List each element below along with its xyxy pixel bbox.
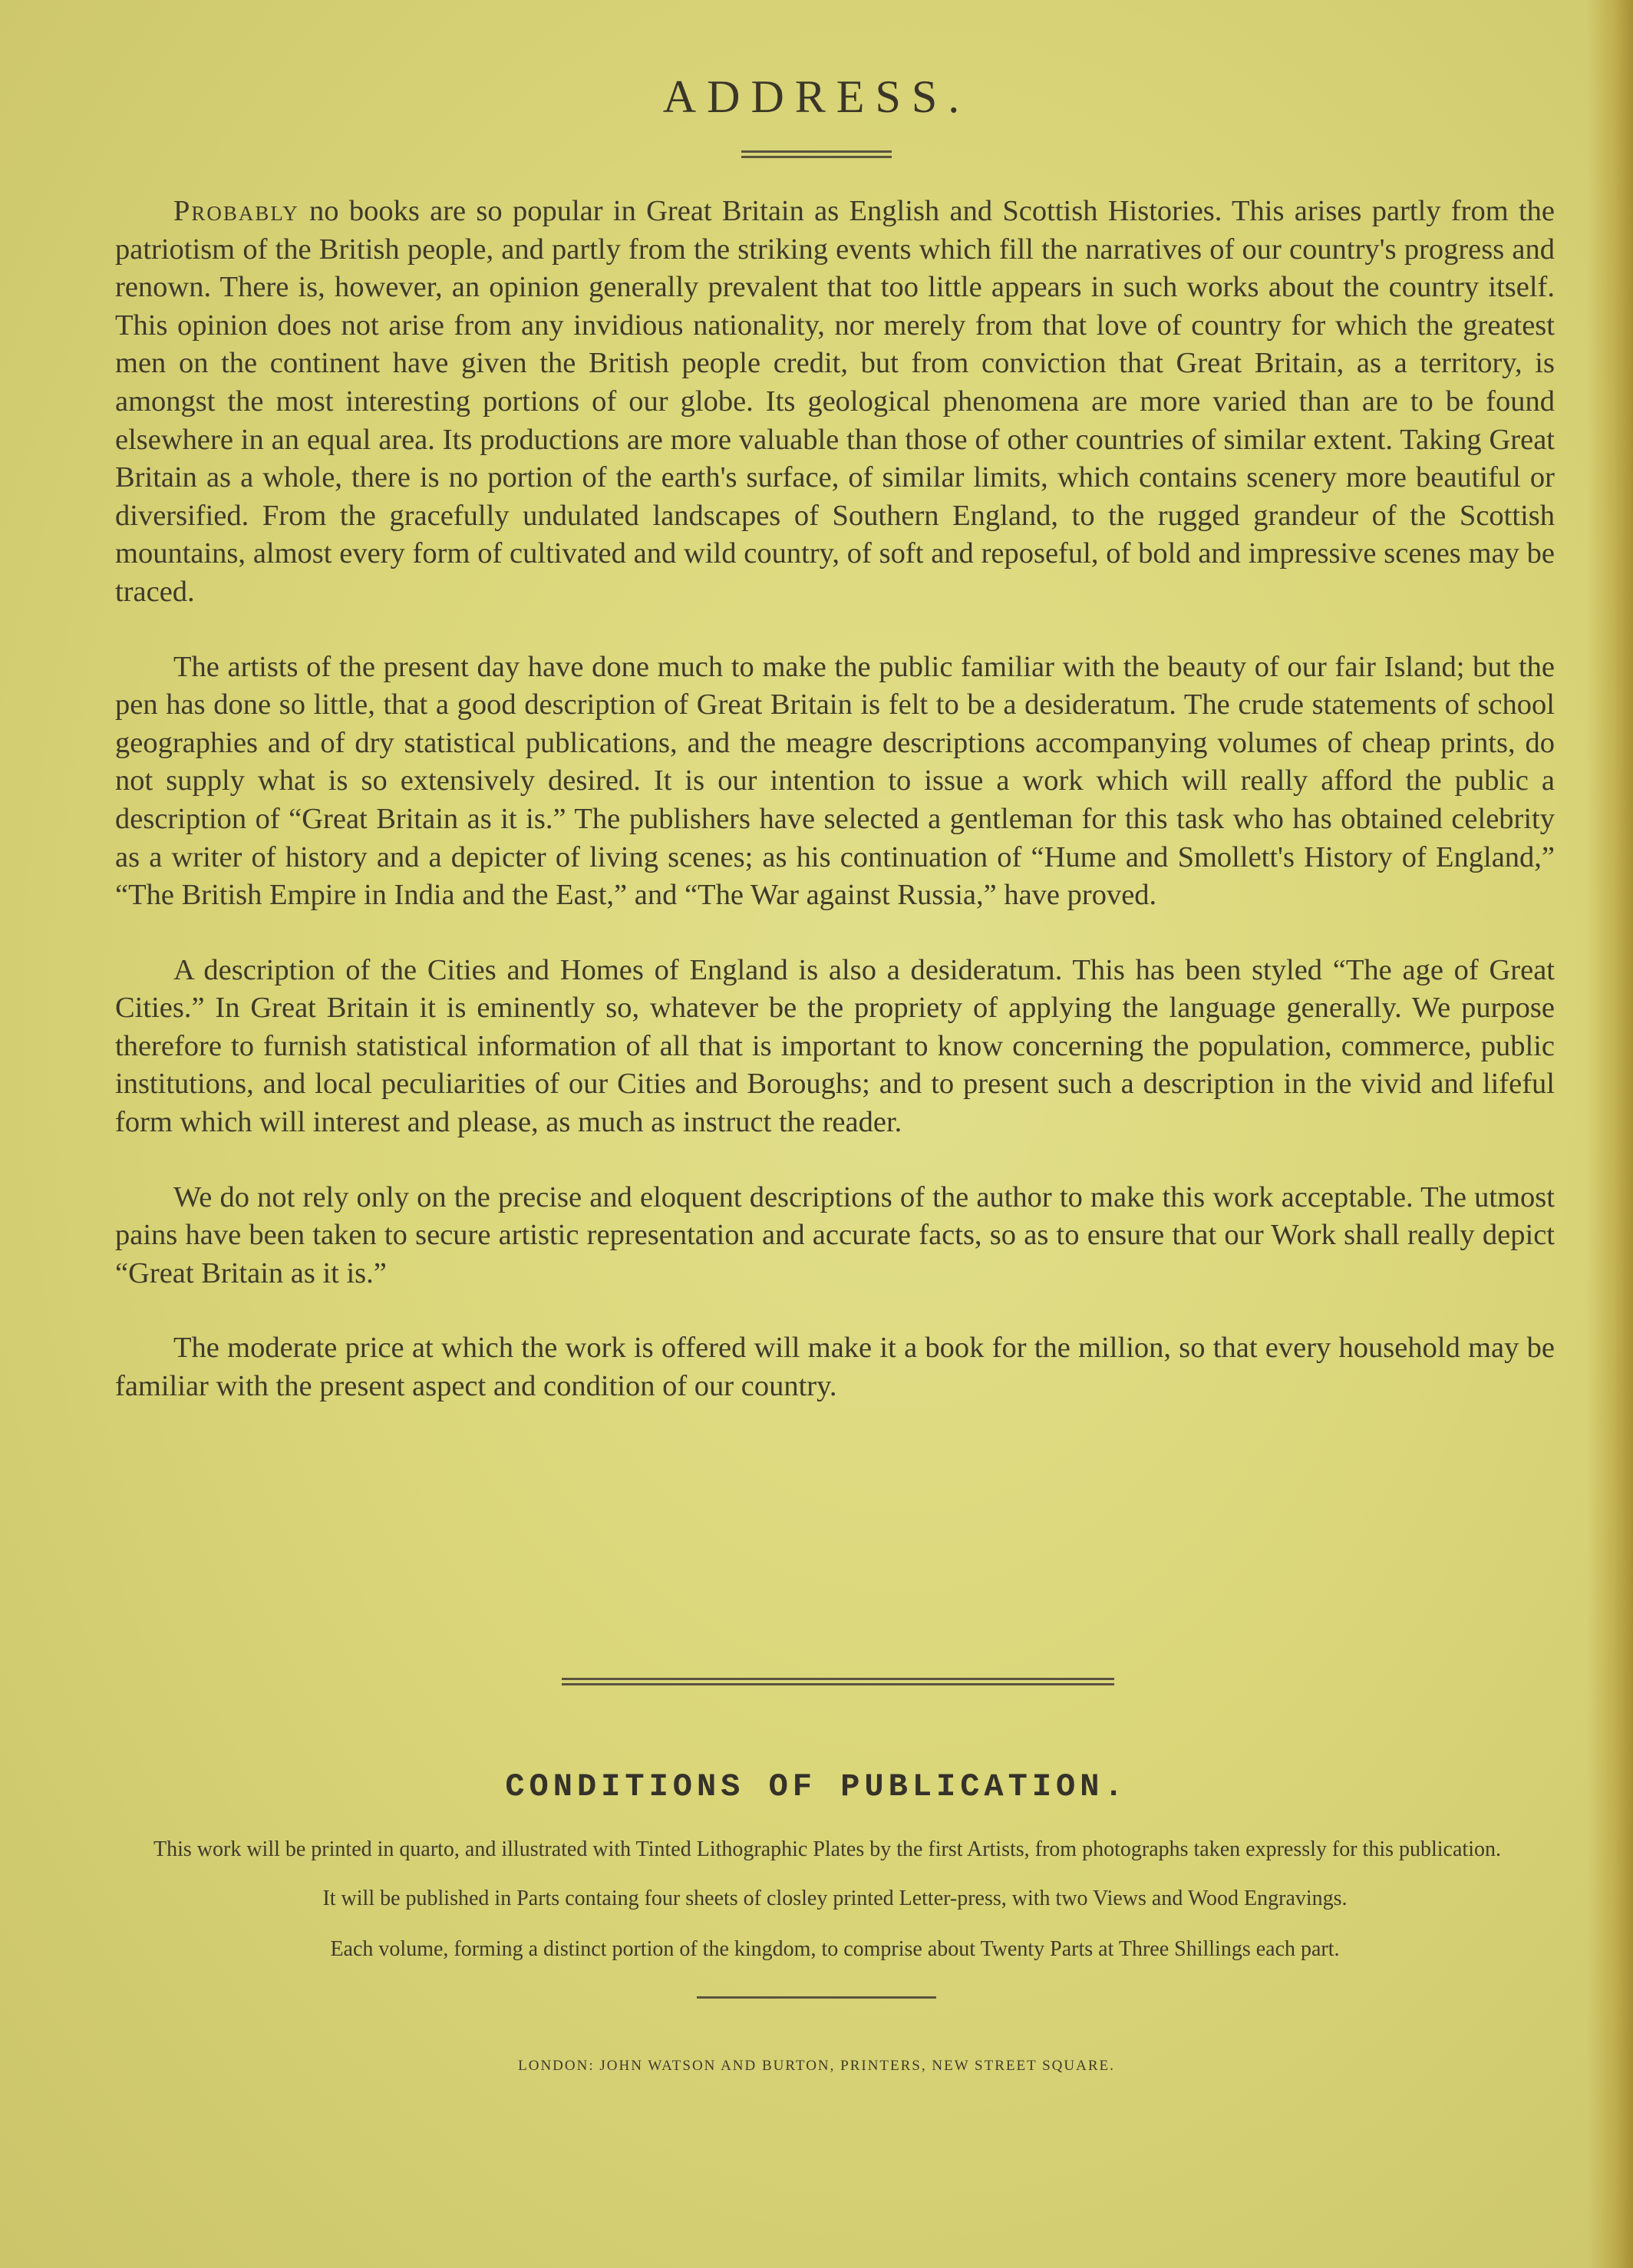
title-divider xyxy=(741,150,892,158)
printer-divider xyxy=(697,1996,936,1999)
paragraph-3: A description of the Cities and Homes of England is also a desideratum. This has been styled “The age of Great Cities.” In Great Britain it is eminently so, whatever be the propriety of applying the language generally. We purpose therefore to furnish statistical information of all that is important to know concerning the population, commerce, public institutions, and local peculiarities of our Cities and Boroughs; and to present such a description in the vivid and lifeful form which will interest and please, as much as instruct the reader. xyxy=(115,953,1555,1139)
paragraph-text: no books are so popular in Great Britain as English and Scottish Histories. This arises partly from the patriotism of the British people, and partly from the striking events which fill the narratives of our country's progress and renown. There is, however, an opinion generally prevalent that too little appears in such works about the country itself. This opinion does not arise from any invidious nationality, nor merely from that love of country for which the greatest men on the continent have given the British people credit, but from conviction that Great Britain, as a territory, is amongst the most interesting portions of our globe. Its geological phenomena are more varied than are to be found elsewhere in an equal area. Its productions are more valuable than those of other countries of similar extent. Taking Great Britain as a whole, there is no portion of the earth's surface, of similar limits, which contains scenery more beautiful or diversified. From the gracefully undulated landscapes of Southern England, to the rugged grandeur of the Scottish mountains, almost every form of cultivated and wild country, of soft and reposeful, of bold and impressive scenes may be traced. xyxy=(115,195,1555,608)
paragraph-lead-word: Probably xyxy=(173,195,299,227)
paragraph-5: The moderate price at which the work is offered will make it a book for the million, so that every household may be familiar with the present aspect and condition of our country. xyxy=(115,1332,1555,1403)
paragraph-4: We do not rely only on the precise and eloquent descriptions of the author to make this work acceptable. The utmost pains have been taken to secure artistic representation and accurate facts, so as to ensure that our Work shall really depict “Great Britain as it is.” xyxy=(115,1180,1555,1289)
paragraph-2: The artists of the present day have done much to make the public familiar with the beauty of our fair Island; but the pen has done so little, that a good description of Great Britain is felt to be a desideratum. The crude statements of school geographies and of dry statistical publications, and the meagre descriptions accompanying volumes of cheap prints, do not supply what is so extensively desired. It is our intention to issue a work which will really afford the public a description of “Great Britain as it is.” The publishers have selected a gentleman for this task who has obtained celebrity as a writer of history and a depicter of living scenes; as his continuation of “Hume and Smollett's History of England,” “The British Empire in India and the East,” and “The War against Russia,” have proved. xyxy=(115,650,1555,912)
condition-item: This work will be printed in quarto, and illustrated with Tinted Lithographic Plates by the first Artists, from photographs taken expressly for this publication. xyxy=(153,1837,1501,1861)
paragraph-1 xyxy=(115,193,1555,612)
address-body xyxy=(115,193,1555,1406)
condition-item: Each volume, forming a distinct portion of the kingdom, to comprise about Twenty Parts at Three Shillings each part. xyxy=(330,1937,1340,1961)
condition-item: It will be published in Parts containg four sheets of closley printed Letter-press, with two Views and Wood Engravings. xyxy=(322,1887,1348,1910)
page-edge-shadow xyxy=(1587,0,1633,2268)
conditions-list xyxy=(115,1837,1555,1963)
page-title: ADDRESS. xyxy=(662,71,971,122)
conditions-heading: CONDITIONS OF PUBLICATION. xyxy=(505,1768,1128,1805)
printer-imprint: LONDON: JOHN WATSON AND BURTON, PRINTERS, NEW STREET SQUARE. xyxy=(518,2058,1115,2074)
section-divider xyxy=(562,1678,1114,1685)
